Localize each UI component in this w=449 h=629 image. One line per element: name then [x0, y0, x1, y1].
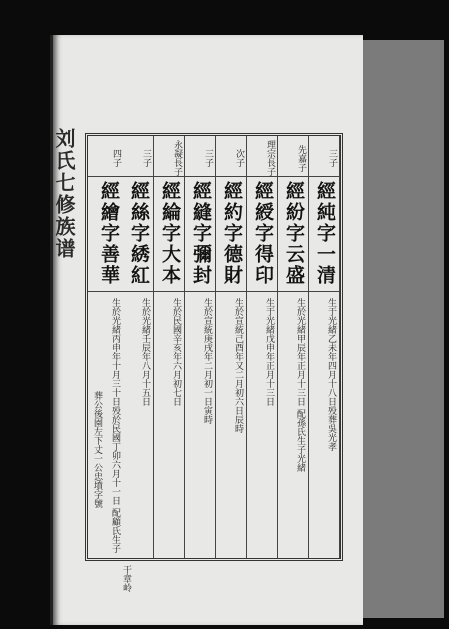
birth-death-record: 生于光緒乙未年四月十八日殁葬吳光孝	[326, 298, 336, 451]
book-spine-title	[50, 120, 76, 420]
person-name: 經純字一清	[314, 181, 336, 286]
person-name: 經約字德財	[221, 181, 243, 286]
sibling-rank: 三子	[141, 149, 151, 167]
birth-death-record: 生於民國辛亥年六月初七日	[171, 298, 181, 406]
adjacent-page	[360, 40, 444, 618]
person-column	[277, 136, 309, 558]
person-column	[153, 136, 185, 558]
person-column	[308, 136, 340, 558]
person-column	[122, 136, 154, 558]
sibling-rank: 理宗長子	[265, 140, 275, 176]
person-column	[246, 136, 278, 558]
person-column	[215, 136, 247, 558]
sibling-rank: 永凝長子	[172, 140, 182, 176]
person-name: 經縫字彌封	[190, 181, 212, 286]
birth-death-record: 生於宣統己酉年又二月初六日辰時	[233, 298, 243, 433]
person-name: 經繪字善華	[98, 181, 120, 286]
sibling-rank: 先嘉子	[296, 144, 306, 172]
sibling-rank: 次子	[234, 149, 244, 167]
birth-death-record: 生於宣統庚戌年二月初一日寅時	[202, 298, 212, 424]
burial-note: 葬公後園左下丈一公忠墳字號	[92, 391, 102, 508]
birth-death-record: 生於光緒壬辰年八月十五日	[140, 298, 150, 406]
genealogy-table	[85, 133, 343, 561]
person-name: 經綸字大本	[159, 181, 181, 286]
footer-note: 干章岭	[121, 565, 131, 592]
birth-death-record: 生於光緒丙申年十月三十日殁於民國丁卯六月十一日 配顧氏生子	[110, 298, 120, 553]
sibling-rank: 三子	[203, 149, 213, 167]
person-column	[184, 136, 216, 558]
spine-title-text: 刘氏七修族谱	[52, 128, 76, 260]
person-name: 經絲字綉紅	[128, 181, 150, 286]
person-name: 經綬字得印	[252, 181, 274, 286]
sibling-rank: 四子	[111, 149, 121, 167]
sibling-rank: 三子	[327, 149, 337, 167]
birth-death-record: 生於光緒甲辰年正月十三日 配孫氏生子光緒	[295, 298, 305, 472]
birth-death-record: 生于光緒戊申年正月十三日	[264, 298, 274, 406]
person-name: 經紛字云盛	[283, 181, 305, 286]
